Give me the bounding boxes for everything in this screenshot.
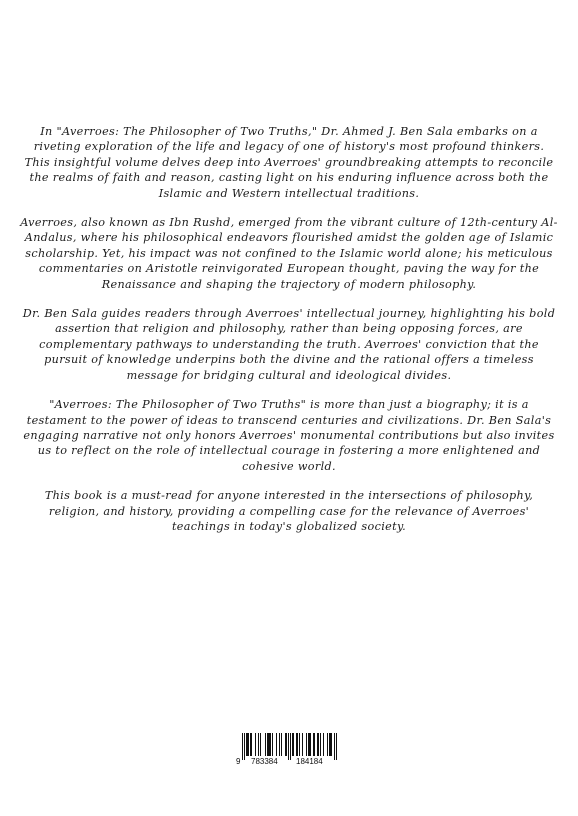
barcode-bar xyxy=(299,733,300,756)
barcode-bar xyxy=(286,733,287,756)
barcode-right-digits: 184184 xyxy=(296,757,323,766)
barcode-bar xyxy=(244,733,245,760)
barcode-bar xyxy=(297,733,298,756)
barcode-bar xyxy=(314,733,315,756)
barcode-bar xyxy=(258,733,259,756)
barcode-bar xyxy=(292,733,293,756)
barcode-bar xyxy=(308,733,309,756)
back-cover-blurb xyxy=(20,124,558,548)
barcode-bar xyxy=(242,733,243,760)
barcode-bar xyxy=(318,733,319,756)
barcode-bar xyxy=(269,733,270,756)
isbn-barcode xyxy=(235,733,340,767)
barcode-bar xyxy=(285,733,286,756)
barcode-bar xyxy=(306,733,307,756)
blurb-paragraph-3: Dr. Ben Sala guides readers through Averroes' intellectual journey, highlighting his bold assertion that religion and philosophy, rather than being opposing forces, are complementary pathways to understanding the truth. Averroes' conviction that the pursuit of knowledge underpins both the divine and the rational offers a timeless message for bridging cultural and ideological divides. xyxy=(22,307,556,382)
barcode-bar xyxy=(276,733,277,756)
blurb-paragraph-5: This book is a must-read for anyone interested in the intersections of philosophy, religion, and history, providing a compelling case for the relevance of Averroes' teachings in today's globalized society. xyxy=(44,489,534,533)
barcode-left-digits: 783384 xyxy=(251,757,278,766)
barcode-bar xyxy=(288,733,289,760)
barcode-bar xyxy=(279,733,280,756)
blurb-paragraph-2: Averroes, also known as Ibn Rushd, emerged from the vibrant culture of 12th-century Al-Andalus, where his philosophical endeavors flourished amidst the golden age of Islamic scholarship. Yet, his impact was not confined to the Islamic world alone; his meticulous commentaries on Aristotle reinvigorated European thought, paving the way for the Renaissance and shaping the trajectory of modern philosophy. xyxy=(20,216,558,291)
barcode-bar xyxy=(247,733,248,756)
barcode-bars xyxy=(235,733,340,760)
barcode-bar xyxy=(336,733,337,760)
barcode-bar xyxy=(272,733,273,756)
barcode-bar xyxy=(320,733,321,756)
barcode-bar xyxy=(270,733,271,756)
barcode-bar xyxy=(248,733,249,756)
barcode-bar xyxy=(310,733,311,756)
barcode-bar xyxy=(309,733,310,756)
blurb-paragraph-1: In "Averroes: The Philosopher of Two Truths," Dr. Ahmed J. Ben Sala embarks on a riveting exploration of the life and legacy of one of history's most profound thinkers. This insightful volume delves deep into Averroes' groundbreaking attempts to reconcile the realms of faith and reason, casting light on his enduring influence across both the Islamic and Western intellectual traditions. xyxy=(24,125,554,200)
barcode-bar xyxy=(327,733,328,756)
barcode-bar xyxy=(317,733,318,756)
barcode-bar xyxy=(323,733,324,756)
barcode-bar xyxy=(251,733,252,756)
barcode-bar xyxy=(296,733,297,756)
barcode-bar xyxy=(255,733,256,756)
barcode-bar xyxy=(329,733,330,756)
barcode-bar xyxy=(267,733,268,756)
barcode-bar xyxy=(330,733,331,756)
barcode-bar xyxy=(331,733,332,756)
blurb-paragraph-4: "Averroes: The Philosopher of Two Truths" is more than just a biography; it is a testament to the power of ideas to transcend centuries and civilizations. Dr. Ben Sala's engaging narrative not only honors Averroes' monumental contributions but also invites us to reflect on the role of intellectual courage in fostering a more enlightened and cohesive world. xyxy=(23,398,555,473)
barcode-bar xyxy=(246,733,247,756)
barcode-bar xyxy=(260,733,261,756)
barcode-bar xyxy=(293,733,294,756)
barcode-bar xyxy=(250,733,251,756)
barcode-bar xyxy=(290,733,291,760)
barcode-bar xyxy=(268,733,269,756)
barcode-first-digit: 9 xyxy=(236,757,241,766)
barcode-bar xyxy=(265,733,266,756)
barcode-bar xyxy=(313,733,314,756)
barcode-bar xyxy=(334,733,335,760)
barcode-bar xyxy=(281,733,282,756)
barcode-bar xyxy=(302,733,303,756)
